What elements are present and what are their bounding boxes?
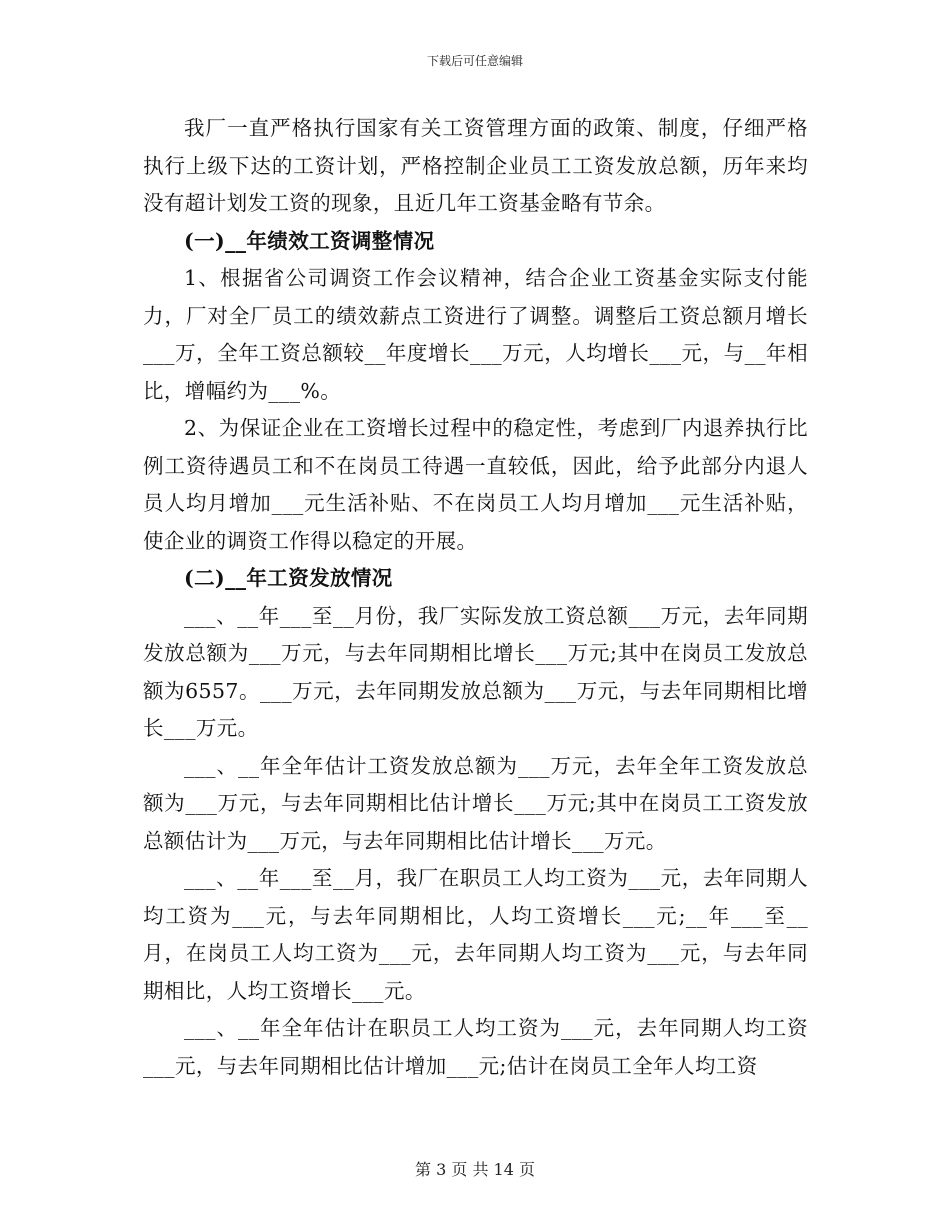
page-footer: 第 3 页 共 14 页 bbox=[415, 1160, 535, 1179]
section-heading-2: (二)__年工资发放情况 bbox=[184, 566, 393, 590]
paragraph-payment-1: ___、__年___至__月份，我厂实际发放工资总额___万元，去年同期发放总额为___万元，与去年同期相比增长___万元;其中在岗员工发放总额为6557。___万元，去年同期发放总额为___万元，与去年同期相比增长___万元。 bbox=[143, 603, 808, 740]
paragraph-adjustment-2: 2、为保证企业在工资增长过程中的稳定性，考虑到厂内退养执行比例工资待遇员工和不在岗员工待遇一直较低，因此，给予此部分内退人员人均月增加___元生活补贴、不在岗员工人均月增加___元生活补贴，使企业的调资工作得以稳定的开展。 bbox=[143, 416, 808, 553]
paragraph-payment-3: ___、__年___至__月，我厂在职员工人均工资为___元，去年同期人均工资为___元，与去年同期相比，人均工资增长___元;__年___至__月，在岗员工人均工资为___元，去年同期人均工资为___元，与去年同期相比，人均工资增长___元。 bbox=[143, 866, 808, 1003]
page-header: 下载后可任意编辑 bbox=[426, 54, 523, 68]
paragraph-payment-2: ___、__年全年估计工资发放总额为___万元，去年全年工资发放总额为___万元，与去年同期相比估计增长___万元;其中在岗员工工资发放总额估计为___万元，与去年同期相比估计增长___万元。 bbox=[143, 753, 808, 853]
section-heading-1: (一)__年绩效工资调整情况 bbox=[184, 228, 435, 253]
paragraph-payment-4: ___、__年全年估计在职员工人均工资为___元，去年同期人均工资___元，与去年同期相比估计增加___元;估计在岗员工全年人均工资 bbox=[143, 1016, 808, 1078]
paragraph-intro: 我厂一直严格执行国家有关工资管理方面的政策、制度，仔细严格执行上级下达的工资计划，严格控制企业员工工资发放总额，历年来均没有超计划发工资的现象，且近几年工资基金略有节余。 bbox=[143, 116, 808, 215]
paragraph-adjustment-1: 1、根据省公司调资工作会议精神，结合企业工资基金实际支付能力，厂对全厂员工的绩效薪点工资进行了调整。调整后工资总额月增长___万，全年工资总额较__年度增长___万元，人均增长___元，与__年相比，增幅约为___%。 bbox=[143, 266, 808, 403]
document-body bbox=[143, 110, 808, 1085]
